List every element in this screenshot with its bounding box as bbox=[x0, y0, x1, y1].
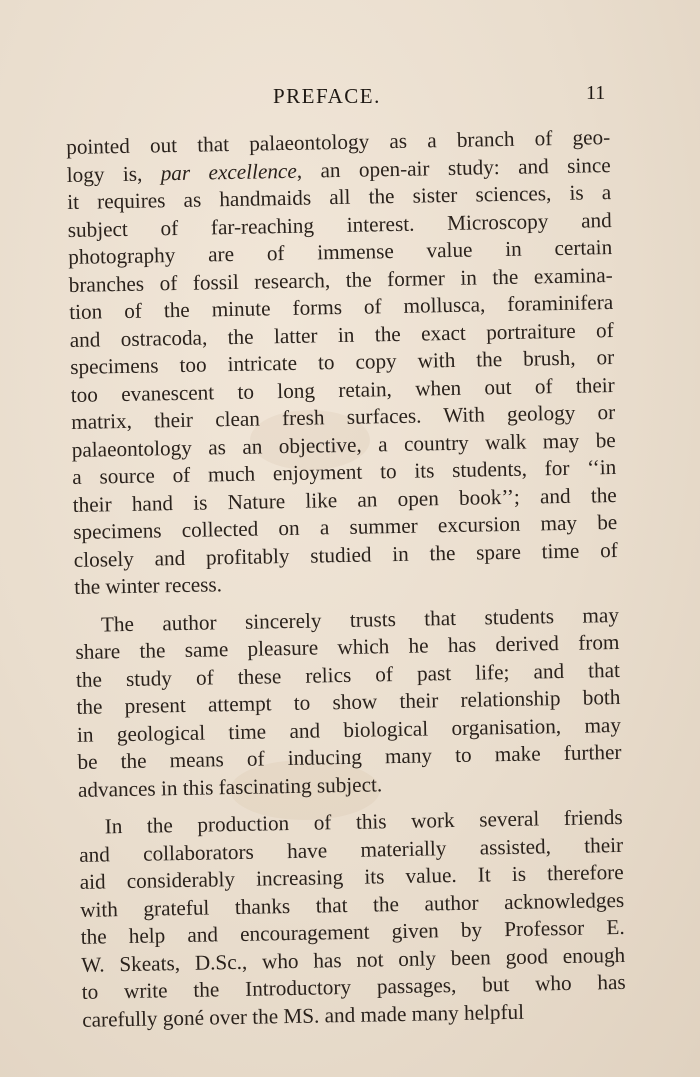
text-segment: share the same pleasure which he has derived from bbox=[75, 629, 620, 664]
text-segment: photography are of immense value in certain bbox=[68, 235, 613, 269]
text-segment: palaeontology as an objective, a country walk may be bbox=[71, 427, 616, 462]
text-segment: their hand is Nature like an open book’’; and the bbox=[72, 482, 617, 517]
text-segment: too evanescent to long retain, when out of their bbox=[70, 372, 615, 407]
text-segment: the help and encouragement given by Professor E. bbox=[80, 914, 625, 949]
text-segment: the present attempt to show their relationship both bbox=[76, 684, 621, 719]
text-segment: specimens too intricate to copy with the brush, or bbox=[70, 344, 615, 379]
text-segment: be the means of inducing many to make further bbox=[77, 739, 622, 774]
text-segment: with grateful thanks that the author acknowledges bbox=[79, 887, 625, 922]
text-segment: logy is, bbox=[66, 160, 161, 187]
text-segment: W. Skeats, D.Sc., who has not only been good enough bbox=[80, 942, 626, 977]
text-segment: specimens collected on a summer excursion may be bbox=[73, 509, 618, 544]
paragraph bbox=[66, 124, 618, 601]
text-segment: in geological time and biological organisation, may bbox=[76, 712, 622, 747]
running-head: PREFACE. bbox=[273, 84, 381, 108]
text-segment: closely and profitably studied in the spare time of bbox=[73, 537, 618, 572]
page-header bbox=[0, 84, 700, 114]
text-segment: branches of fossil research, the former in the examina- bbox=[68, 262, 613, 297]
text-segment: In the production of this work several friends bbox=[104, 804, 623, 839]
paragraph bbox=[75, 601, 622, 803]
italic-text: par excellence bbox=[160, 158, 297, 185]
text-segment: tion of the minute forms of mollusca, foraminifera bbox=[69, 290, 614, 324]
text-segment: subject of far-reaching interest. Microscopy and bbox=[67, 207, 612, 242]
text-segment: and ostracoda, the latter in the exact portraiture of bbox=[69, 317, 614, 352]
page-number: 11 bbox=[586, 82, 606, 104]
text-segment: the winter recess. bbox=[74, 572, 223, 599]
text-segment: matrix, their clean fresh surfaces. With geology or bbox=[71, 399, 616, 434]
body-text bbox=[66, 124, 627, 1044]
text-segment: it requires as handmaids all the sister sciences, is a bbox=[67, 180, 612, 214]
text-segment: The author sincerely trusts that students may bbox=[100, 602, 620, 636]
text-segment: to write the Introductory passages, but who has bbox=[81, 969, 626, 1004]
text-segment: carefully goné over the MS. and made many helpful bbox=[82, 999, 525, 1032]
paragraph bbox=[78, 804, 626, 1034]
text-segment: and collaborators have materially assisted, their bbox=[78, 832, 624, 867]
text-segment: advances in this fascinating subject. bbox=[77, 771, 383, 802]
text-segment: the study of these relics of past life; and that bbox=[75, 657, 621, 692]
text-segment: pointed out that palaeontology as a branch of geo- bbox=[66, 125, 611, 159]
text-segment: aid considerably increasing its value. It is therefore bbox=[79, 859, 624, 894]
text-segment: a source of much enjoyment to its students, for ‘‘in bbox=[72, 454, 617, 489]
text-segment: , an open-air study: and since bbox=[296, 152, 611, 183]
